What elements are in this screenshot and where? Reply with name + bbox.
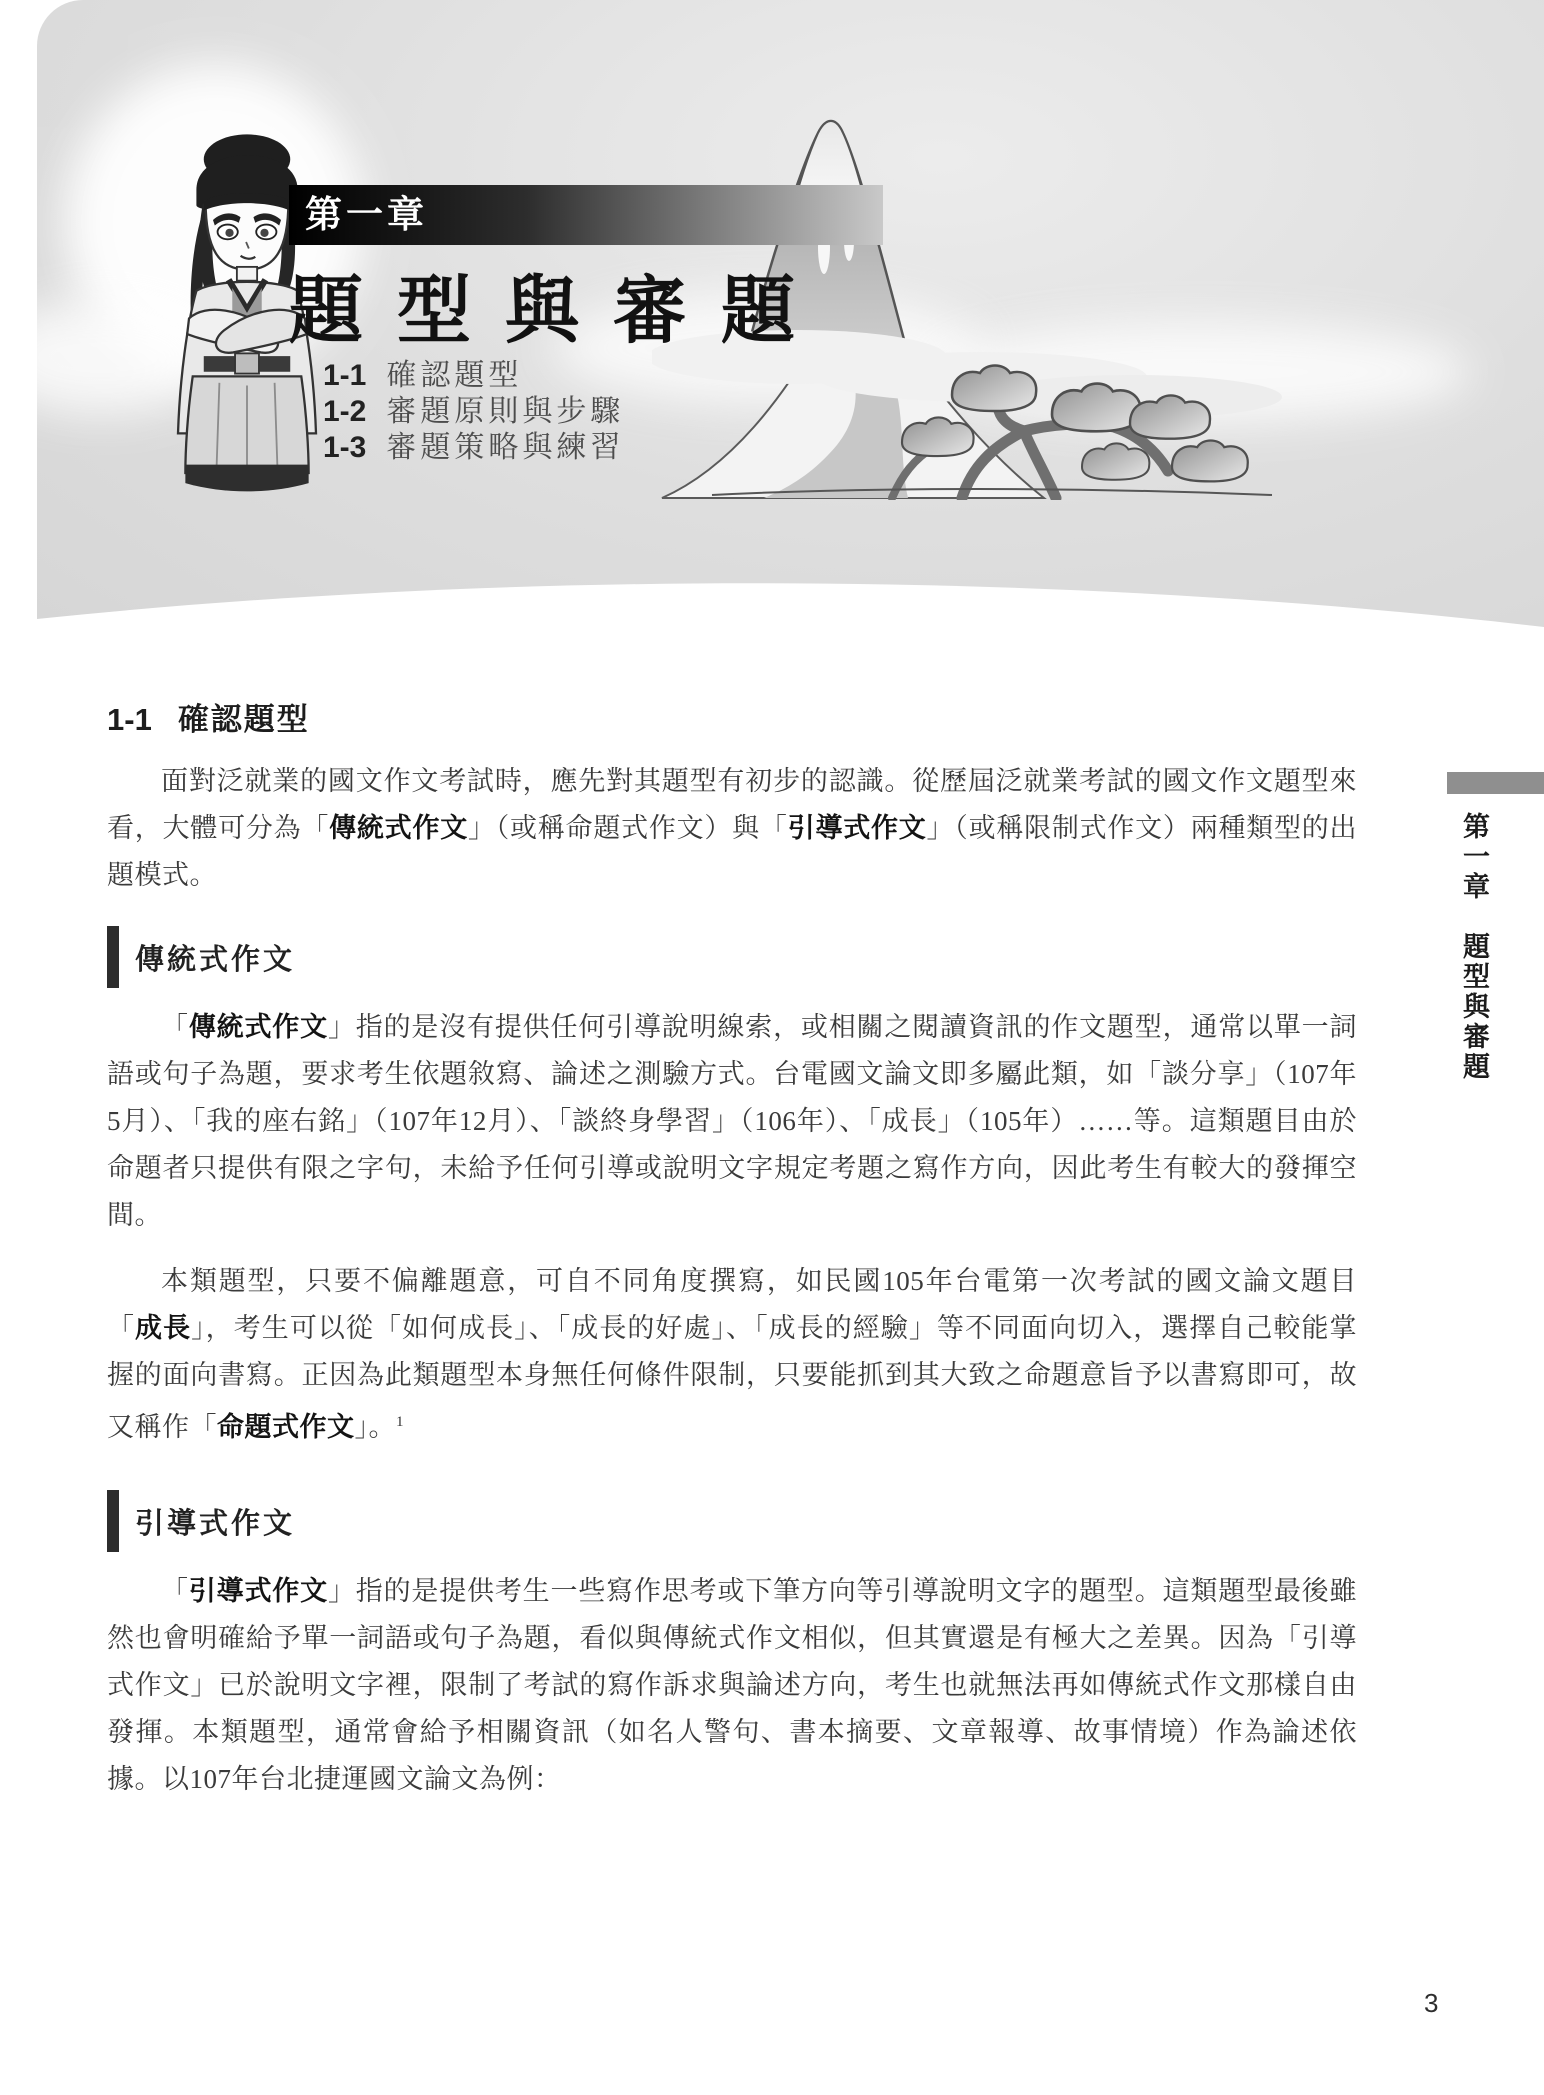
page-number: 3 — [1424, 1988, 1439, 2018]
subsection-title: 傳統式作文 — [135, 943, 296, 976]
chapter-badge — [289, 185, 883, 245]
chapter-badge-label: 第一章 — [305, 194, 428, 235]
section-heading — [107, 700, 1357, 740]
chapter-toc — [323, 358, 624, 466]
chapter-header — [37, 0, 1544, 630]
paragraph-traditional-1: 「傳統式作文」指的是沒有提供任何引導說明線索，或相關之閱讀資訊的作文題型，通常以單一詞語或句子為題，要求考生依題敘寫、論述之測驗方式。台電國文論文即多屬此類，如「談分享」（107年5月）、「我的座右銘」（107年12月）、「談終身學習」（106年）、「成長」（105年）……等。這類題目由於命題者只提供有限之字句，未給予任何引導或說明文字規定考題之寫作方向，因此考生有較大的發揮空間。 — [107, 1012, 1358, 1230]
toc-item-number: 1-2 — [323, 395, 367, 428]
subsection-title: 引導式作文 — [135, 1507, 296, 1540]
toc-item-number: 1-3 — [323, 431, 367, 464]
subsection-heading-traditional — [107, 926, 1357, 988]
main-content — [107, 700, 1357, 1803]
toc-item-1-3 — [323, 430, 624, 466]
section-number: 1-1 — [107, 702, 152, 737]
section-title: 確認題型 — [177, 702, 310, 737]
heading-bar — [107, 926, 119, 988]
toc-item-label: 確認題型 — [386, 359, 523, 392]
toc-item-label: 審題原則與步驟 — [386, 395, 625, 428]
chapter-side-tab — [1447, 772, 1544, 794]
toc-item-number: 1-1 — [323, 359, 367, 392]
chapter-side-label: 第一章 題型與審題 — [1459, 812, 1489, 1082]
header-bottom-curve — [37, 536, 1544, 630]
paragraph-traditional-2: 本類題型，只要不偏離題意，可自不同角度撰寫，如民國105年台電第一次考試的國文論文題目「成長」，考生可以從「如何成長」、「成長的好處」、「成長的經驗」等不同面向切入，選擇自己較能掌握的面向書寫。正因為此類題型本身無任何條件限制，只要能抓到其大致之命題意旨予以書寫即可，故又稱作「命題式作文」。$^1$ — [107, 1266, 1358, 1442]
toc-item-label: 審題策略與練習 — [386, 431, 625, 464]
toc-item-1-2 — [323, 394, 624, 430]
toc-item-1-1 — [323, 358, 624, 394]
subsection-heading-guided — [107, 1490, 1357, 1552]
paragraph-guided-1: 「引導式作文」指的是提供考生一些寫作思考或下筆方向等引導說明文字的題型。這類題型最後雖然也會明確給予單一詞語或句子為題，看似與傳統式作文相似，但其實還是有極大之差異。因為「引導式作文」已於說明文字裡，限制了考試的寫作訴求與論述方向，考生也就無法再如傳統式作文那樣自由發揮。本類題型，通常會給予相關資訊（如名人警句、書本摘要、文章報導、故事情境）作為論述依據。以107年台北捷運國文論文為例： — [107, 1576, 1358, 1794]
chapter-title: 題型與審題 — [289, 271, 829, 353]
paragraph-intro: 面對泛就業的國文作文考試時，應先對其題型有初步的認識。從歷屆泛就業考試的國文作文題型來看，大體可分為「傳統式作文」（或稱命題式作文）與「引導式作文」（或稱限制式作文）兩種類型的出題模式。 — [107, 766, 1358, 890]
heading-bar — [107, 1490, 119, 1552]
